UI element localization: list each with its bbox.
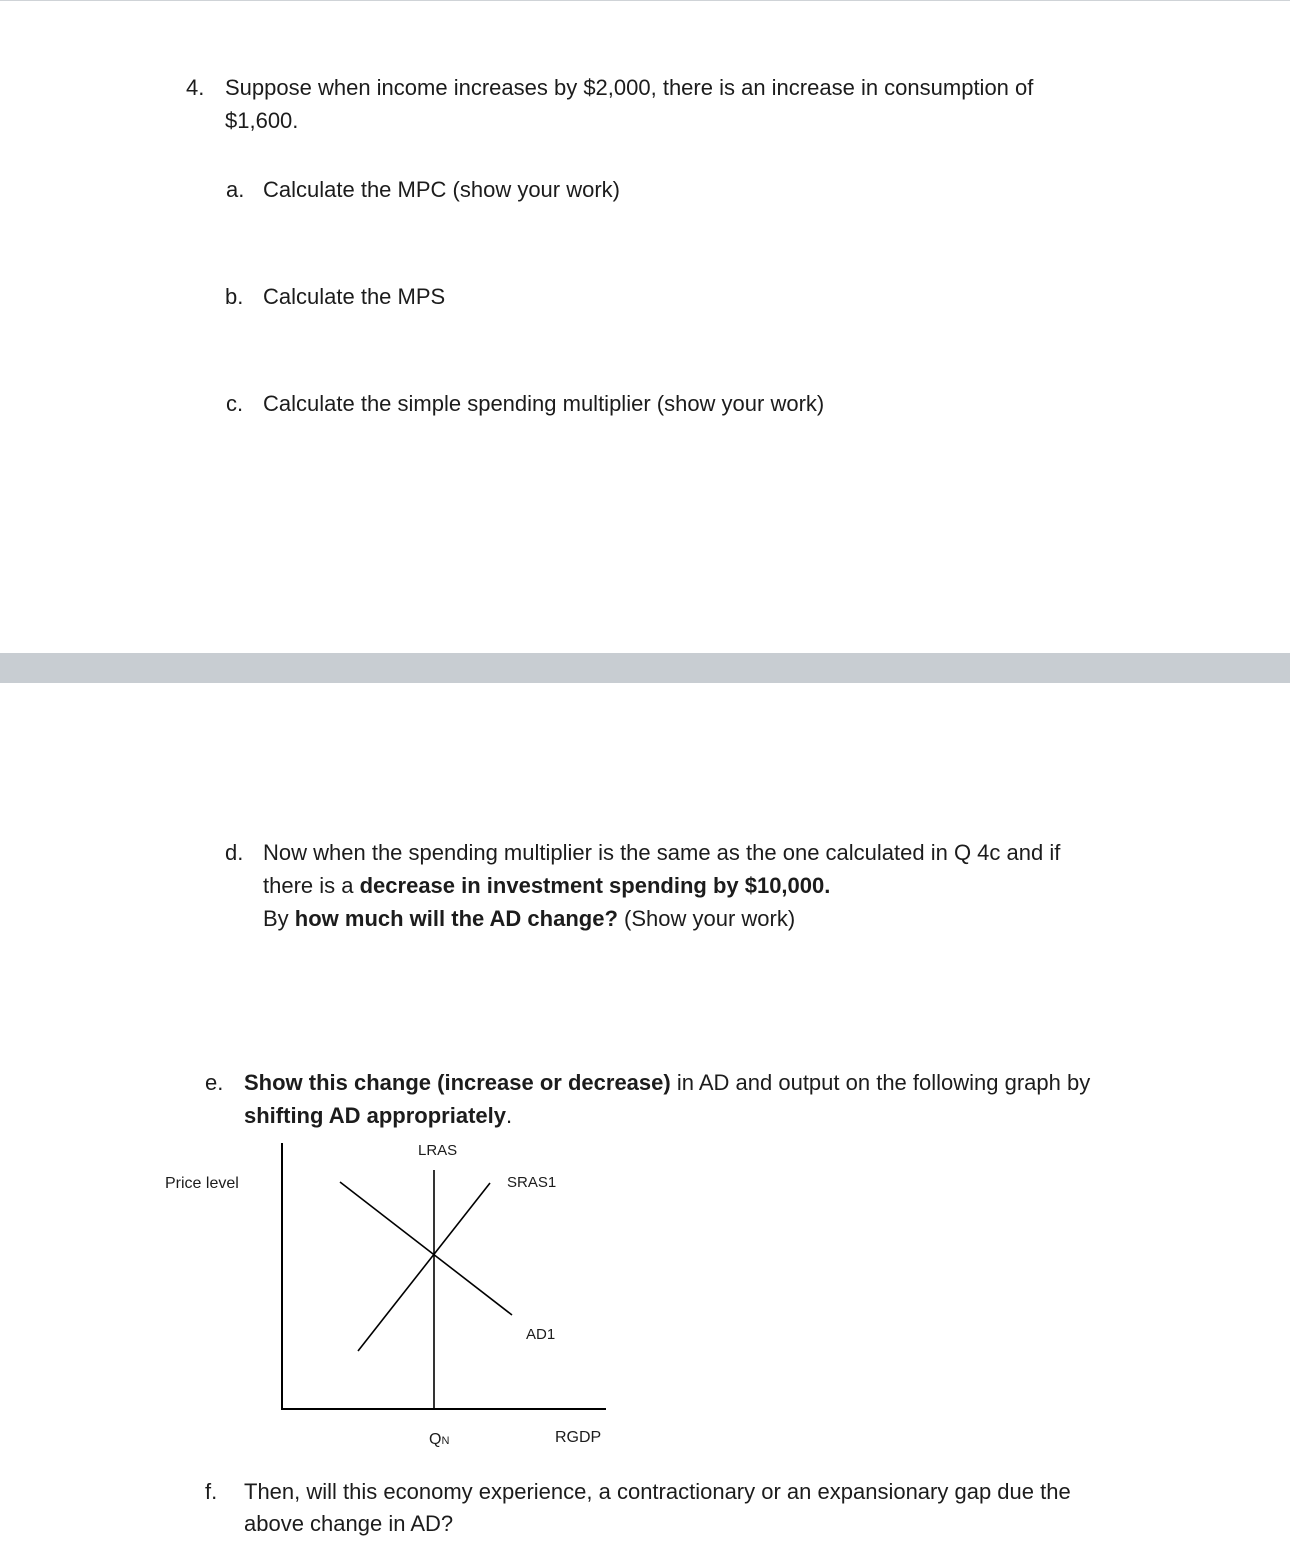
- sras1-line: [358, 1183, 490, 1351]
- part-d-emphasis-decrease: decrease in investment spending by $10,000.: [359, 873, 831, 898]
- x-axis-label: RGDP: [555, 1429, 602, 1446]
- lras-label: LRAS: [418, 1142, 458, 1159]
- part-a-letter: a.: [226, 177, 245, 202]
- part-d-emphasis-ad-change: how much will the AD change?: [294, 906, 618, 931]
- part-b-letter: b.: [225, 284, 244, 309]
- qn-label: QN: [429, 1431, 450, 1448]
- part-e-emphasis-change: Show this change (increase or decrease): [244, 1070, 671, 1095]
- part-c-letter: c.: [226, 391, 244, 416]
- part-d-letter: d.: [225, 840, 244, 865]
- question-stem-line1: Suppose when income increases by $2,000, there is an increase in consumption of: [225, 75, 1034, 100]
- sras1-label: SRAS1: [507, 1174, 557, 1191]
- part-e-emphasis-shift: shifting AD appropriately: [244, 1103, 506, 1128]
- part-d-line2: there is a decrease in investment spending by $10,000.: [263, 873, 831, 898]
- part-a-text: Calculate the MPC (show your work): [263, 177, 621, 202]
- part-f-letter: f.: [205, 1479, 218, 1504]
- part-d-line1: Now when the spending multiplier is the same as the one calculated in Q 4c and if: [263, 840, 1061, 865]
- part-e-letter: e.: [205, 1070, 224, 1095]
- ad1-label: AD1: [526, 1326, 556, 1343]
- question-stem-line2: $1,600.: [225, 108, 299, 133]
- ad1-line: [340, 1182, 512, 1315]
- part-f-line1: Then, will this economy experience, a contractionary or an expansionary gap due the: [244, 1479, 1071, 1504]
- part-e-line1: Show this change (increase or decrease) in AD and output on the following graph by: [244, 1070, 1091, 1095]
- part-d-line3: By how much will the AD change? (Show your work): [263, 906, 796, 931]
- part-e-line2: shifting AD appropriately.: [244, 1103, 513, 1128]
- part-c-text: Calculate the simple spending multiplier (show your work): [263, 391, 825, 416]
- part-b-text: Calculate the MPS: [263, 284, 446, 309]
- question-number: 4.: [186, 75, 205, 100]
- part-f-line2: above change in AD?: [244, 1511, 454, 1536]
- y-axis-label: Price level: [165, 1175, 239, 1192]
